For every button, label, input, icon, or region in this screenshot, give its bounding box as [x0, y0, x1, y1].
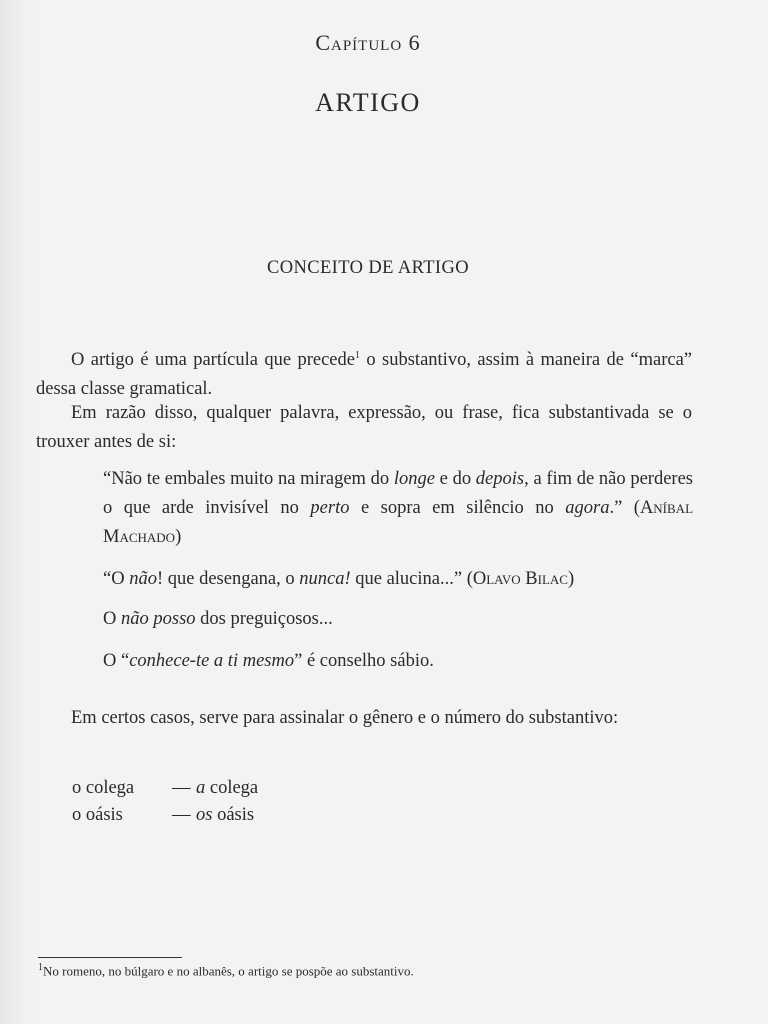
quote-italic: não [129, 569, 157, 589]
paragraph-2: Em razão disso, qualquer palavra, expressão, ou frase, fica substantivada se o trouxer antes de si: [36, 403, 692, 452]
footnote-text: No romeno, no búlgaro e no albanês, o artigo se pospõe ao substantivo. [43, 963, 414, 979]
quote-text: O “ [103, 651, 130, 671]
footnote [38, 962, 414, 979]
example-nao-posso [103, 605, 693, 634]
paragraph-1 [36, 341, 692, 404]
quote-italic: depois [475, 469, 525, 489]
quote-text: ) [175, 527, 182, 547]
example-pair [72, 775, 258, 802]
footnote-reference: 1 [354, 350, 360, 361]
example-article: os [196, 805, 213, 825]
quote-text: , a fim de não perderes o que arde invisível no [103, 469, 693, 518]
example-dash: — [172, 778, 191, 798]
quote-bilac [103, 565, 693, 594]
footnote-divider [38, 957, 182, 958]
quote-text: ” é conselho sábio. [294, 651, 434, 671]
quote-machado [103, 465, 693, 552]
quote-italic: longe [393, 469, 435, 489]
paragraph-1-text-b: o substantivo, assim à maneira de “marca” dessa classe gramatical. [36, 350, 692, 400]
quote-text: ! que desengana, o [156, 569, 300, 589]
chapter-heading: Capítulo 6 [315, 30, 421, 55]
quote-text: ) [567, 569, 575, 589]
quote-text: .” ( [609, 498, 640, 518]
example-right [196, 775, 258, 802]
quote-italic: agora [565, 498, 610, 518]
example-article: a [196, 778, 206, 798]
example-noun: oásis [212, 805, 255, 825]
quote-author: Aníbal Machado [103, 498, 694, 547]
quote-text: que alucina...” ( [350, 569, 473, 589]
quote-italic: não posso [121, 609, 196, 629]
quote-text: “O [103, 569, 130, 589]
example-dash: — [172, 805, 191, 825]
example-conhece-te [103, 647, 693, 676]
quote-italic: perto [310, 498, 350, 518]
example-left: o oásis [72, 805, 123, 825]
footnote-number: 1 [38, 962, 43, 973]
example-pair [72, 802, 258, 829]
quote-text: e sopra em silêncio no [349, 498, 566, 518]
quote-italic: conhece-te a ti mesmo [129, 651, 295, 671]
quote-text: e do [434, 469, 476, 489]
section-title: CONCEITO DE ARTIGO [266, 258, 470, 278]
chapter-title: ARTIGO [315, 88, 421, 117]
example-noun: colega [205, 778, 259, 798]
quote-italic: nunca! [299, 569, 351, 589]
paragraph-3: Em certos casos, serve para assinalar o gênero e o número do substantivo: [71, 708, 619, 728]
example-left: o colega [72, 778, 135, 798]
quote-text: “Não te embales muito na miragem do [103, 469, 394, 489]
paragraph-1-text-a: O artigo é uma partícula que precede [71, 350, 355, 371]
example-right [196, 802, 254, 829]
quote-text: O [103, 609, 121, 629]
gender-number-examples [72, 775, 258, 829]
quote-author: Olavo Bilac [472, 569, 568, 589]
quote-text: dos preguiçosos... [195, 609, 333, 629]
